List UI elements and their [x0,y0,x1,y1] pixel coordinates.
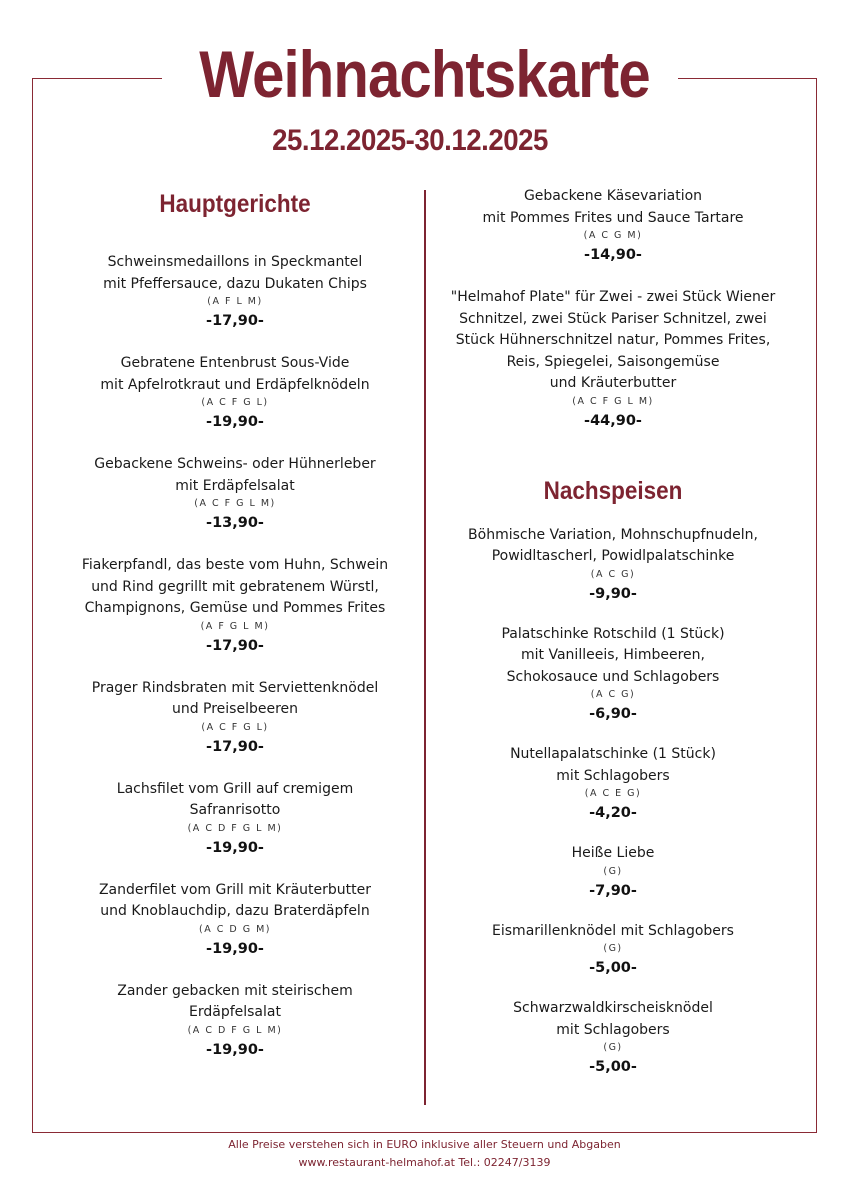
menu-item [50,555,420,658]
item-name: Prager Rindsbraten mit Serviettenknödel und Preiselbeeren [91,679,379,717]
item-name: Schwarzwaldkirscheisknödel mit Schlagobers [513,1000,713,1038]
item-name: Gebackene Käsevariation mit Pommes Frites und Sauce Tartare [482,188,744,226]
item-name: Heiße Liebe [571,845,655,861]
desserts-heading: Nachspeisen [543,476,683,505]
item-name: Eismarillenknödel mit Schlagobers [492,922,734,939]
item-name: Palatschinke Rotschild (1 Stück) mit Vanilleeis, Himbeeren, Schokosauce und Schlagobers [501,625,725,685]
menu-item [50,880,420,961]
item-name: Schweinsmedaillons in Speckmantel mit Pfeffersauce, dazu Dukaten Chips [103,254,367,292]
item-allergens: (G) [603,943,623,954]
menu-item [428,744,798,825]
menu-item [50,678,420,759]
menu-item [50,981,420,1062]
price-note: Alle Preise verstehen sich in EURO inklusive aller Steuern und Abgaben [228,1138,621,1151]
menu-item [50,454,420,535]
item-allergens: (A C G) [590,689,636,700]
main-dishes-column [50,190,420,1062]
item-name: "Helmahof Plate" für Zwei - zwei Stück Wiener Schnitzel, zwei Stück Pariser Schnitzel, zwei Stück Hühnerschnitzel natur, Pommes Frites, Reis, Spiegelei, Saisongemüse und Kräuterbutter [450,289,776,391]
item-price: -9,90- [589,585,637,602]
item-name: Gebratene Entenbrust Sous-Vide mit Apfelrotkraut und Erdäpfelknödeln [100,355,370,393]
item-price: -5,00- [589,960,637,976]
item-allergens: (A C D F G L M) [187,822,283,834]
item-name: Lachsfilet vom Grill auf cremigem Safranrisotto [116,780,354,818]
item-price: -17,90- [206,637,264,654]
item-allergens: (G) [603,865,623,877]
item-price: -6,90- [589,706,637,722]
menu-item [50,779,420,860]
item-price: -17,90- [206,313,264,329]
item-name: Fiakerpfandl, das beste vom Huhn, Schwein und Rind gegrillt mit gebratenem Würstl, Champignons, Gemüse und Pommes Frites [81,557,389,616]
item-allergens: (A C G) [590,568,636,580]
item-name: Gebackene Schweins- oder Hühnerleber mit Erdäpfelsalat [94,456,376,494]
menu-item [50,353,420,434]
menu-item [428,186,798,267]
column-divider [424,190,426,1105]
menu-item [428,287,798,433]
menu-item [428,624,798,727]
item-price: -44,90- [584,412,642,429]
item-allergens: (A F L M) [207,296,263,307]
item-price: -14,90- [584,247,642,263]
item-allergens: (G) [603,1042,623,1053]
item-allergens: (A C D F G L M) [187,1024,283,1036]
item-price: -19,90- [206,940,264,957]
menu-item [428,921,798,981]
item-price: -17,90- [206,738,264,755]
item-price: -5,00- [589,1059,637,1075]
item-allergens: (A C D G M) [199,923,271,935]
item-name: Böhmische Variation, Mohnschupfnudeln, Powidltascherl, Powidlpalatschinke [468,526,758,564]
right-column [428,186,798,1079]
item-allergens: (A F G L M) [200,620,270,632]
menu-dates: 25.12.2025-30.12.2025 [272,124,548,157]
item-allergens: (A C F G L M) [572,395,654,407]
item-allergens: (A C E G) [584,788,642,799]
item-price: -19,90- [206,839,264,856]
menu-item [428,998,798,1079]
item-price: -13,90- [206,515,264,531]
item-price: -7,90- [589,882,637,899]
item-name: Nutellapalatschinke (1 Stück) mit Schlagobers [510,746,716,784]
contact-link[interactable]: www.restaurant-helmahof.at Tel.: 02247/3139 [298,1156,551,1169]
item-allergens: (A C F G L) [201,721,269,733]
menu-title: Weihnachtskarte [199,37,650,111]
item-allergens: (A C F G L M) [194,498,276,509]
item-price: -19,90- [206,1041,264,1058]
item-name: Zanderfilet vom Grill mit Kräuterbutter und Knoblauchdip, dazu Braterdäpfeln [98,881,372,919]
menu-item [428,525,798,606]
item-allergens: (A C F G L) [201,397,269,408]
menu-item [428,843,798,903]
item-name: Zander gebacken mit steirischem Erdäpfelsalat [117,982,353,1020]
menu-item [50,252,420,333]
item-price: -19,90- [206,414,264,430]
item-allergens: (A C G M) [583,230,643,241]
item-price: -4,20- [589,805,637,821]
main-dishes-heading: Hauptgerichte [159,190,311,218]
